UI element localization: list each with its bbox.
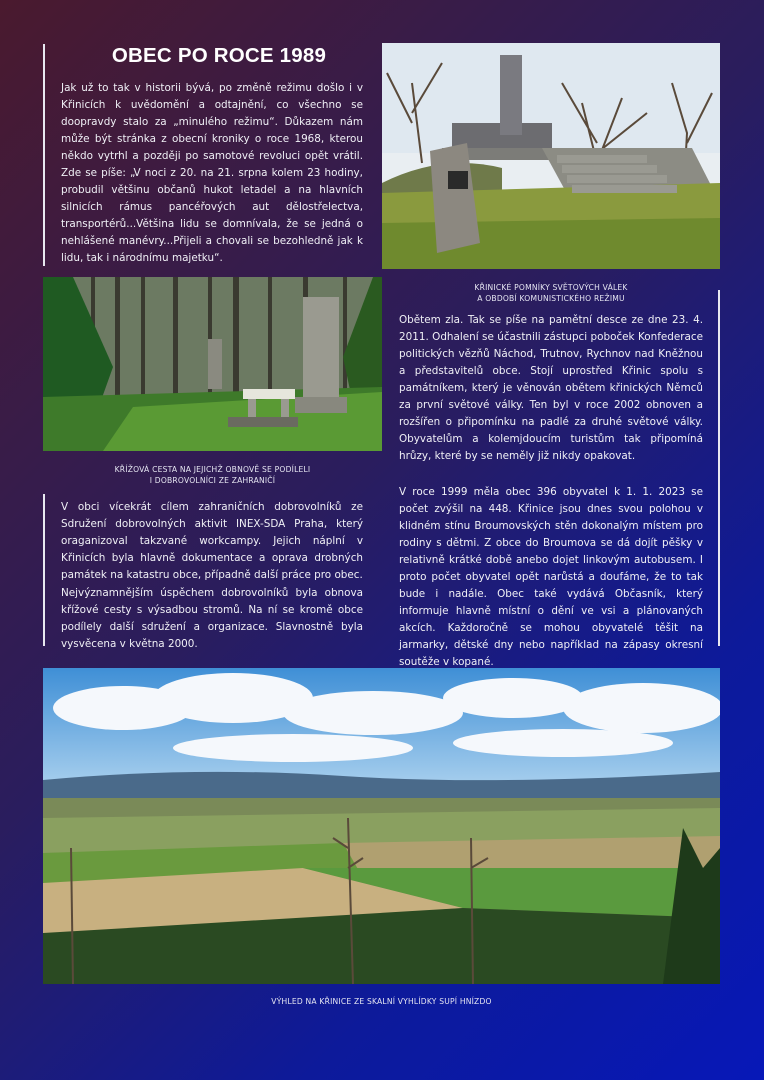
population-paragraph: V roce 1999 měla obec 396 obyvatel k 1. 1. 2023 se počet zvýšil na 448. Křinice jsou dnes svou polohou v klidném stínu Broumovských stěn dokonalým místem pro rodiny s dětmi. Z obce do Broumova se dá dojít pěšky v relativně krátké době anebo dojet linkovým autobusem. I proto počet obyvatel opět narůstá a doufáme, že to tak bude i nadále. Obec také vydává Občasník, který informuje hlavně místní o dění ve vsi a plánovaných akcích. Každoročně se mohou obyvatelé těšit na jarmarky, dětské dny nebo například na zápasy okresní soutěže v kopané. xyxy=(399,486,703,668)
memorial-photo xyxy=(382,43,720,269)
victims-paragraph: Obětem zla. Tak se píše na pamětní desce ze dne 23. 4. 2011. Odhalení se účastnili zástupci poboček Konfederace politických vězňů Náchod, Trutnov, Rychnov nad Kněžnou a představitelů obce. Stojí uprostřed Křinic spolu s památníkem, který je věnován obětem křinických Němců za první světové války. Ten byl v roce 2002 obnoven a rozšířen o připomínku na padlé za druhé světové války. Obyvatelům a kolemjdoucím turistům tak připomíná hrůzy, které by se neměly již nikdy opakovat. xyxy=(399,314,703,462)
cross-path-photo xyxy=(43,277,382,451)
page-title: OBEC PO ROCE 1989 xyxy=(111,44,327,67)
caption-cross-line-2: I DOBROVOLNÍCI ZE ZAHRANIČÍ xyxy=(149,475,276,485)
volunteers-paragraph-1: V obci vícekrát cílem zahraničních dobrovolníků ze Sdružení dobrovolných aktivit INEX-SDA Praha, který oraganizoval takzvané workcampy. Jejich náplní v Křinicích byla hlavně dokumentace a oprava drobných památek na katastru obce, případně další práce pro obec. xyxy=(61,501,363,581)
caption-cross-path xyxy=(43,465,382,486)
caption-cross-line-1: KŘÍŽOVÁ CESTA NA JEJICHŽ OBNOVĚ SE PODÍLELI xyxy=(114,465,311,474)
panorama-photo xyxy=(43,668,720,984)
divider-line-right xyxy=(718,290,720,646)
volunteers-paragraph-2: Nejvýznamnějším úspěchem dobrovolníků byla obnova křížové cesty s výsadbou stromů. Na ní se kromě obce podílely další sdružení a organizace. Slavnostně byla vysvěcena v května 2000. xyxy=(61,587,363,650)
intro-paragraph: Jak už to tak v historii bývá, po změně režimu došlo i v Křinicích k uvědomění a odtajnění, co všechno se doopravdy stalo za „minulého režimu“. Důkazem nám může být stránka z obecní kroniky o roce 1968, kterou někdo vytrhl a později po samotové revoluci opět vrátil. Zde se píše: „V noci z 20. na 21. srpna kolem 23 hodiny, probudil většinu občanů hukot letadel a na hlavních silnicích rámus pancéřových aut dělostřelectva, transportérů...Většina lidu se domnívala, že se jedná o nehlášené manévry...Přijeli a chovali se bezohledně jak k lidu, tak i národnímu majetku“. xyxy=(61,82,363,264)
caption-view: VÝHLED NA KŘINICE ZE SKALNÍ VYHLÍDKY SUPÍ HNÍZDO xyxy=(271,997,492,1006)
caption-memorials xyxy=(382,283,720,304)
caption-memorials-line-2: A OBDOBÍ KOMUNISTICKÉHO REŽIMU xyxy=(477,293,625,303)
caption-memorials-line-1: KŘINICKÉ POMNÍKY SVĚTOVÝCH VÁLEK xyxy=(474,283,628,292)
divider-line-top-left xyxy=(43,44,45,266)
divider-line-bottom-left xyxy=(43,494,45,646)
